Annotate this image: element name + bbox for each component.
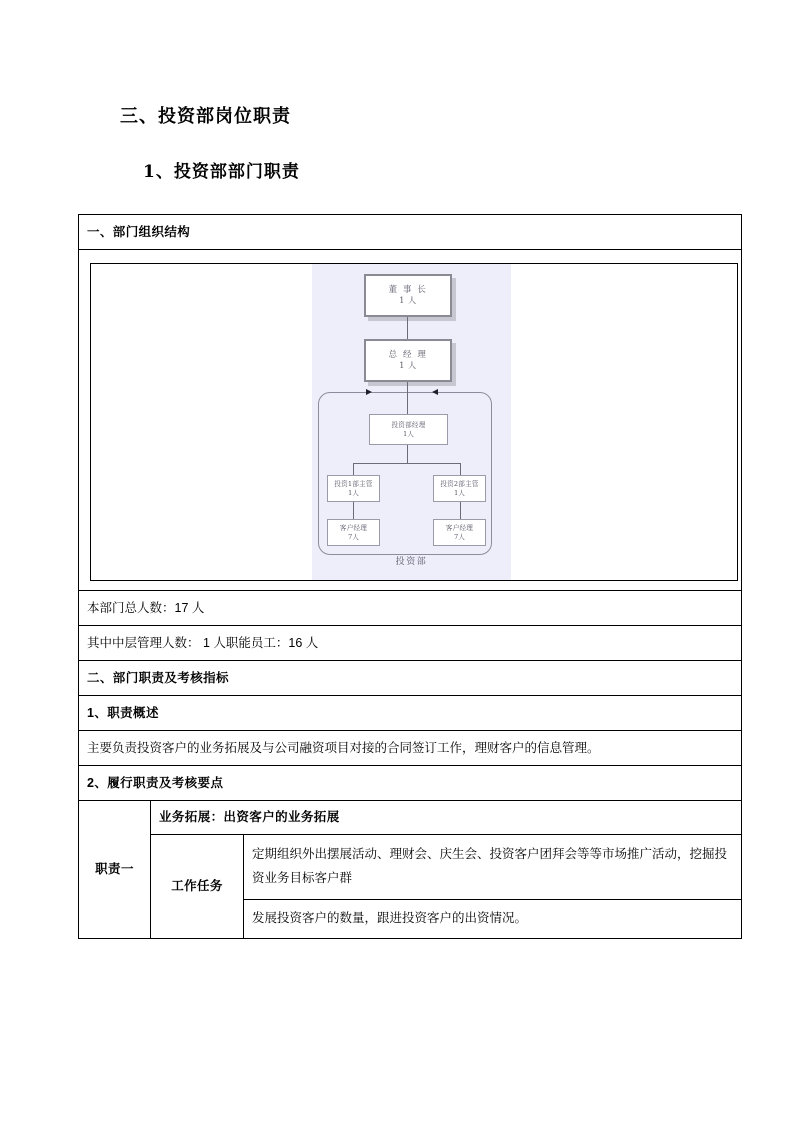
work-task-label: 工作任务 [151, 834, 244, 938]
connector-gm-invmgr [407, 382, 408, 414]
org-node-count: 1人 [454, 488, 465, 497]
org-node-count: 7人 [454, 532, 465, 541]
table-row [79, 626, 742, 661]
table-row-org-chart [79, 250, 742, 591]
headcount-breakdown-text: 其中中层管理人数： 1 人职能员工：16 人 [79, 626, 742, 661]
connector-supervisors-bus [353, 463, 461, 464]
org-node-count: 1 人 [399, 360, 417, 370]
sub-title: 1、投资部部门职责 [143, 162, 300, 182]
arrow-into-department-right [432, 389, 438, 395]
org-node-title: 投资2部主管 [440, 480, 479, 489]
table-row [79, 801, 742, 835]
org-structure-title: 一、部门组织结构 [79, 215, 742, 250]
table-row [79, 834, 742, 899]
table-row [79, 215, 742, 250]
arrow-into-department-left [366, 389, 372, 395]
connector-sup1-drop [353, 463, 354, 475]
org-node-supervisor-1 [327, 475, 380, 502]
connector-sup2-acct2 [460, 502, 461, 519]
org-node-investment-manager [369, 414, 448, 445]
org-node-count: 1人 [348, 488, 359, 497]
duty-one-header: 业务拓展：出资客户的业务拓展 [151, 801, 742, 835]
org-node-count: 1 人 [399, 295, 417, 305]
connector-chairman-gm [407, 317, 408, 339]
connector-sup1-acct1 [353, 502, 354, 519]
org-node-title: 总 经 理 [388, 350, 428, 361]
duty-kpi-title: 二、部门职责及考核指标 [79, 661, 742, 696]
total-headcount-text: 本部门总人数：17 人 [79, 591, 742, 626]
department-label: 投资部 [395, 557, 428, 567]
org-node-count: 1人 [403, 429, 414, 438]
table-row [79, 661, 742, 696]
work-task-item-1: 定期组织外出摆展活动、理财会、庆生会、投资客户团拜会等等市场推广活动，挖掘投资业务目标客户群 [244, 834, 742, 899]
org-node-general-manager [364, 339, 452, 382]
org-node-title: 投资1部主管 [334, 480, 373, 489]
org-node-count: 7人 [348, 532, 359, 541]
duty-overview-title: 1、职责概述 [79, 696, 742, 731]
connector-invmgr-down [407, 445, 408, 463]
duty-overview-text: 主要负责投资客户的业务拓展及与公司融资项目对接的合同签订工作，理财客户的信息管理。 [79, 731, 742, 766]
org-node-title: 董 事 长 [388, 285, 428, 296]
department-duty-table [78, 214, 742, 939]
org-node-title: 投资部经理 [391, 421, 426, 430]
table-row [79, 731, 742, 766]
org-node-title: 客户经理 [339, 524, 368, 533]
table-row [79, 696, 742, 731]
org-node-title: 客户经理 [445, 524, 474, 533]
org-node-chairman [364, 274, 452, 317]
duty-one-label: 职责一 [79, 801, 151, 939]
table-row [79, 591, 742, 626]
org-chart [312, 264, 511, 580]
org-node-account-manager-2 [433, 519, 486, 546]
duty-points-title: 2、履行职责及考核要点 [79, 766, 742, 801]
org-chart-frame [90, 263, 738, 581]
table-row [79, 766, 742, 801]
org-node-supervisor-2 [433, 475, 486, 502]
page-title: 三、投资部岗位职责 [120, 106, 291, 127]
connector-sup2-drop [460, 463, 461, 475]
work-task-item-2: 发展投资客户的数量，跟进投资客户的出资情况。 [244, 899, 742, 938]
org-chart-cell [79, 250, 742, 591]
org-node-account-manager-1 [327, 519, 380, 546]
